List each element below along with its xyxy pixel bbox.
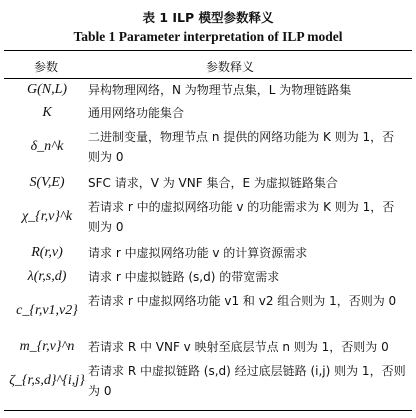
param-symbol: λ(r,s,d) bbox=[27, 269, 67, 284]
param-symbol: G(N,L) bbox=[26, 82, 68, 97]
bottom-rule bbox=[4, 410, 412, 411]
table-caption-cn: 表 1 ILP 模型参数释义 bbox=[142, 10, 274, 25]
top-rule bbox=[4, 50, 412, 51]
param-desc: 若请求 R 中 VNF v 映射至底层节点 n 则为 1，否则为 0 bbox=[88, 340, 389, 354]
param-desc: 请求 r 中虚拟网络功能 v 的计算资源需求 bbox=[88, 246, 308, 260]
param-desc: 二进制变量，物理节点 n 提供的网络功能为 K 则为 1，否则为 0 bbox=[88, 130, 395, 164]
param-desc: SFC 请求，V 为 VNF 集合，E 为虚拟链路集合 bbox=[88, 176, 338, 190]
header-desc: 参数释义 bbox=[206, 60, 255, 74]
param-desc: 通用网络功能集合 bbox=[88, 106, 185, 120]
param-desc: 若请求 r 中的虚拟网络功能 v 的功能需求为 K 则为 1，否则为 0 bbox=[88, 200, 395, 234]
param-desc: 若请求 R 中虚拟链路 (s,d) 经过底层链路 (i,j) 则为 1，否则为 0 bbox=[88, 364, 406, 398]
param-symbol: ζ_{r,s,d}^{i,j} bbox=[9, 373, 85, 388]
param-symbol: m_{r,v}^n bbox=[19, 339, 75, 354]
param-symbol: S(V,E) bbox=[29, 175, 65, 190]
param-desc: 异构物理网络，N 为物理节点集，L 为物理链路集 bbox=[88, 83, 352, 97]
param-symbol: c_{r,v1,v2} bbox=[16, 303, 78, 318]
header-param: 参数 bbox=[34, 60, 59, 74]
header-rule bbox=[4, 78, 412, 79]
param-symbol: χ_{r,v}^k bbox=[21, 209, 73, 224]
param-desc: 请求 r 中虚拟链路 (s,d) 的带宽需求 bbox=[88, 270, 280, 284]
param-symbol: δ_n^k bbox=[30, 139, 64, 154]
param-desc: 若请求 r 中虚拟网络功能 v1 和 v2 组合则为 1，否则为 0 bbox=[88, 294, 397, 308]
param-symbol: K bbox=[42, 105, 52, 120]
param-symbol: R(r,v) bbox=[31, 245, 63, 260]
table-caption-en: Table 1 Parameter interpretation of ILP model bbox=[73, 29, 343, 44]
